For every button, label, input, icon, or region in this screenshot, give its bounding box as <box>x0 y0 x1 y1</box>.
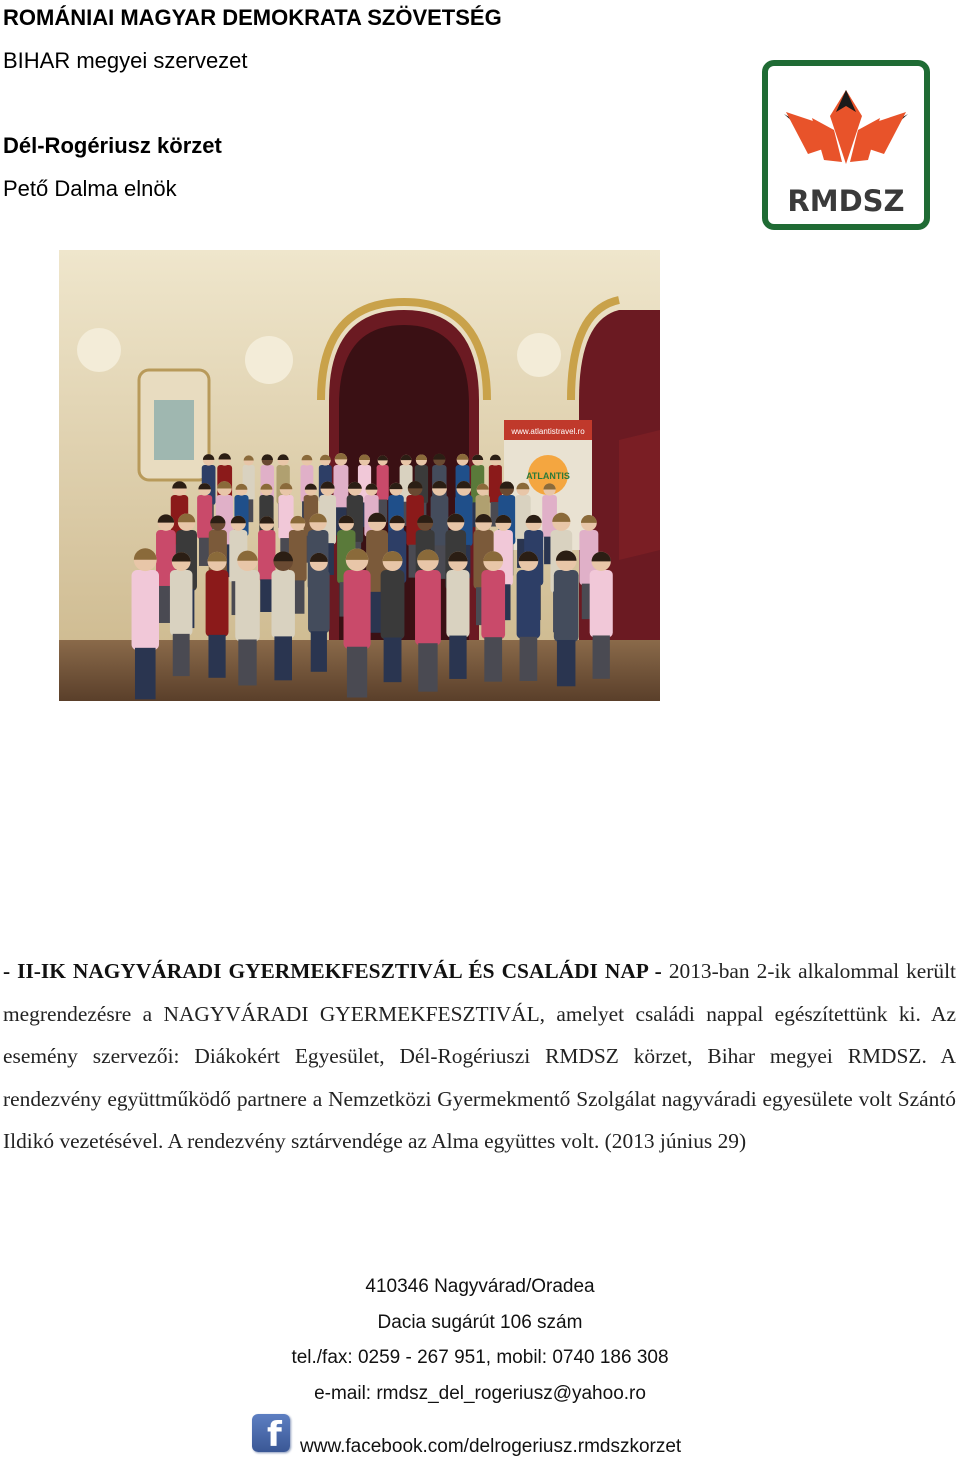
facebook-link[interactable]: www.facebook.com/delrogeriusz.rmdszkorzet <box>300 1436 682 1457</box>
person-body <box>271 570 294 638</box>
district-name: Dél-Rogériusz körzet <box>3 133 222 158</box>
phone-fax: tel./fax: 0259 - 267 951, mobil: 0740 186 308 <box>291 1347 669 1368</box>
person-legs <box>449 636 466 679</box>
person-body <box>554 570 579 642</box>
person-legs <box>347 647 367 698</box>
person-body <box>170 570 193 636</box>
person-body <box>415 570 441 645</box>
president-name: Pető Dalma elnök <box>3 176 177 201</box>
rmdsz-logo <box>762 60 930 230</box>
person-body <box>590 570 613 637</box>
person-legs <box>260 579 273 612</box>
person-body <box>381 570 405 639</box>
person-body <box>344 570 371 649</box>
article-title: - II-IK NAGYVÁRADI GYERMEKFESZTIVÁL ÉS CSALÁDI NAP - <box>3 959 662 983</box>
organization-name: ROMÁNIAI MAGYAR DEMOKRATA SZÖVETSÉG <box>3 5 502 30</box>
person-legs <box>484 637 502 681</box>
facebook-icon[interactable]: f <box>252 1414 290 1452</box>
person-legs <box>418 643 437 691</box>
person-legs <box>173 634 190 676</box>
facebook-row <box>0 1414 960 1458</box>
article-body: 2013-ban 2-ik alkalommal került megrendezésre a NAGYVÁRADI GYERMEKFESZTIVÁL, amelyet családi nappal egészítettünk ki. Az esemény szervezői: Diákokért Egyesület, Dél-Rogériuszi RMDSZ körzet, Bihar megyei RMDSZ. A rendezvény együttműködő partnere a Nemzetközi Gyermekmentő Szolgálat nagyváradi egyesülete volt Szántó Ildikó vezetésével. A rendezvény sztárvendége az Alma együttes volt. (2013 június 29) <box>3 959 956 1153</box>
address-line-1: 410346 Nagyvárad/Oradea <box>365 1276 595 1297</box>
person-legs <box>274 636 292 680</box>
person-legs <box>593 635 610 678</box>
person-body <box>377 465 389 501</box>
person-legs <box>520 637 538 681</box>
person-body <box>308 570 330 633</box>
person-legs <box>311 631 327 672</box>
group-photo <box>59 250 660 701</box>
organization-subtitle: BIHAR megyei szervezet <box>3 48 248 73</box>
person-legs <box>208 635 225 678</box>
person-body <box>517 570 541 639</box>
address-line-2: Dacia sugárút 106 szám <box>377 1312 583 1333</box>
banner-url: www.atlantistravel.ro <box>511 427 585 436</box>
person-body <box>206 570 229 637</box>
person-legs <box>557 640 576 686</box>
email-address: e-mail: rmdsz_del_rogeriusz@yahoo.ro <box>314 1383 646 1404</box>
tulip-icon <box>782 82 910 182</box>
person-legs <box>135 648 156 699</box>
person-body <box>446 570 469 637</box>
logo-text: RMDSZ <box>787 184 905 218</box>
article-paragraph <box>3 950 956 1163</box>
person-body <box>132 570 159 650</box>
person-body <box>235 570 260 642</box>
person-legs <box>384 638 402 683</box>
person-body <box>481 570 505 639</box>
person-legs <box>238 639 256 685</box>
banner-brand: ATLANTIS <box>526 471 570 481</box>
